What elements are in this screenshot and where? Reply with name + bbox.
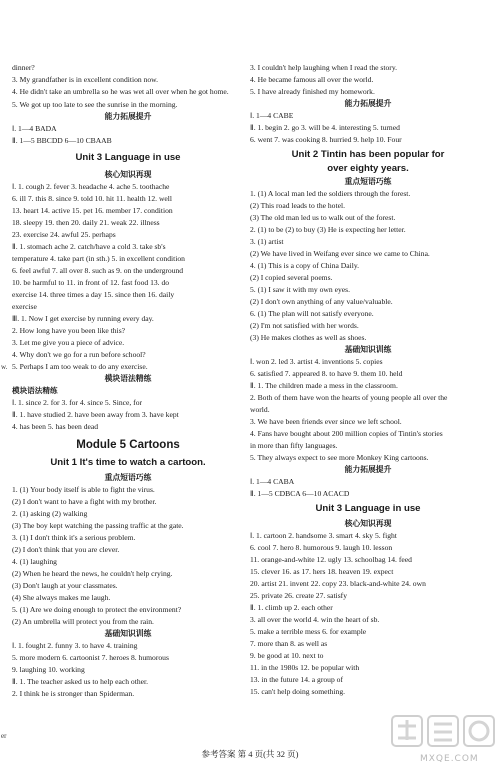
- answer-line: exercise: [12, 302, 37, 311]
- answer-line: (2) We have lived in Weifang ever since we came to China.: [250, 249, 430, 258]
- answer-line: (2) This road leads to the hotel.: [250, 201, 345, 210]
- margin-fragment-w: w.: [1, 363, 8, 371]
- section-heading: 重点短语巧练: [104, 473, 152, 482]
- answer-line: 15. clever 16. as 17. hers 18. heaven 19. expect: [250, 567, 394, 576]
- answer-line: 5. more modern 6. cartoonist 7. heroes 8. humorous: [12, 653, 169, 662]
- answer-line: in more than fifty languages.: [250, 441, 338, 450]
- answer-line: (2) I copied several poems.: [250, 273, 333, 282]
- answer-line: (3) The old man led us to walk out of the forest.: [250, 213, 396, 222]
- answer-line: 5. (1) Are we doing enough to protect the environment?: [12, 605, 182, 614]
- answer-line: Ⅰ. 1. cartoon 2. handsome 3. smart 4. sky 5. fight: [250, 531, 397, 540]
- answer-line: 5. We got up too late to see the sunrise in the morning.: [12, 100, 178, 109]
- answer-line: (3) Don't laugh at your classmates.: [12, 581, 118, 590]
- answer-line: Ⅱ. 1—5 BBCDD 6—10 CBAAB: [12, 136, 112, 145]
- answer-line: 6. ill 7. this 8. since 9. told 10. hit 11. health 12. well: [12, 194, 173, 203]
- answer-line: Ⅰ. 1. since 2. for 3. for 4. since 5. Since, for: [12, 398, 143, 407]
- answer-line: 1. (1) A local man led the soldiers through the forest.: [250, 189, 411, 198]
- answer-line: 9. be good at 10. next to: [250, 651, 324, 660]
- answer-line: Ⅱ. 1. begin 2. go 3. will be 4. interesting 5. turned: [250, 123, 400, 132]
- answer-line: (2) I don't want to have a fight with my brother.: [12, 497, 157, 506]
- answer-line: 2. (1) asking (2) walking: [12, 509, 88, 518]
- answer-line: 4. He became famous all over the world.: [250, 75, 374, 84]
- unit-title: Unit 3 Language in use: [75, 152, 181, 163]
- answer-line: 3. all over the world 4. win the heart of sb.: [250, 615, 380, 624]
- answer-line: Ⅱ. 1. The teacher asked us to help each other.: [12, 677, 149, 686]
- answer-line: 5. I have already finished my homework.: [250, 87, 375, 96]
- answer-line: Ⅱ. 1. have studied 2. have been away from 3. have kept: [12, 410, 179, 419]
- answer-line: world.: [250, 405, 270, 414]
- unit-title: Unit 2 Tintin has been popular for: [291, 149, 445, 160]
- page-footer: 参考答案 第 4 页(共 32 页): [201, 749, 299, 759]
- answer-line: Ⅲ. 1. Now I get exercise by running every day.: [12, 314, 154, 323]
- answer-line: 2. Both of them have won the hearts of young people all over the: [250, 393, 448, 402]
- answer-line: 7. more than 8. as well as: [250, 639, 328, 648]
- unit-title: Unit 1 It's time to watch a cartoon.: [50, 457, 206, 468]
- answer-line: 3. (1) I don't think it's a serious problem.: [12, 533, 136, 542]
- answer-line: (2) An umbrella will protect you from the rain.: [12, 617, 154, 626]
- answer-line: Ⅰ. 1. cough 2. fever 3. headache 4. ache 5. toothache: [12, 182, 170, 191]
- answer-line: 13. heart 14. active 15. pet 16. member 17. condition: [12, 206, 173, 215]
- answer-line: Ⅱ. 1—5 CDBCA 6—10 ACACD: [250, 489, 350, 498]
- answer-line: 6. went 7. was cooking 8. hurried 9. help 10. Four: [250, 135, 402, 144]
- answer-line: exercise 14. three times a day 15. since then 16. daily: [12, 290, 175, 299]
- answer-line: (3) He makes clothes as well as shoes.: [250, 333, 367, 342]
- answer-line: 3. My grandfather is in excellent condition now.: [12, 75, 159, 84]
- answer-line: 5. Perhaps I am too weak to do any exercise.: [12, 362, 148, 371]
- answer-line: 3. We have been friends ever since we left school.: [250, 417, 402, 426]
- answer-line: 6. feel awful 7. all over 8. such as 9. on the underground: [12, 266, 184, 275]
- answer-line: 11. in the 1980s 12. be popular with: [250, 663, 360, 672]
- answer-line: Ⅱ. 1. climb up 2. each other: [250, 603, 333, 612]
- answer-line: Ⅰ. won 2. led 3. artist 4. inventions 5. copies: [250, 357, 383, 366]
- answer-line: (3) The boy kept watching the passing traffic at the gate.: [12, 521, 184, 530]
- answer-line: 6. cool 7. hero 8. humorous 9. laugh 10. lesson: [250, 543, 393, 552]
- answer-line: 2. How long have you been like this?: [12, 326, 126, 335]
- answer-line: 4. Fans have bought about 200 million copies of Tintin's stories: [250, 429, 443, 438]
- answer-line: 23. exercise 24. awful 25. perhaps: [12, 230, 116, 239]
- section-heading: 核心知识再现: [104, 170, 152, 179]
- answer-line: 1. (1) Your body itself is able to fight the virus.: [12, 485, 155, 494]
- answer-line: Ⅱ. 1. The children made a mess in the classroom.: [250, 381, 398, 390]
- answer-line: Ⅰ. 1—4 CABA: [250, 477, 295, 486]
- answer-line: 6. satisfied 7. appeared 8. to have 9. them 10. held: [250, 369, 403, 378]
- answer-line: 3. I couldn't help laughing when I read the story.: [250, 63, 398, 72]
- answer-line: 4. has been 5. has been dead: [12, 422, 99, 431]
- answer-line: 3. Let me give you a piece of advice.: [12, 338, 125, 347]
- section-heading: 核心知识再现: [344, 519, 392, 528]
- section-heading: 基础知识训练: [104, 629, 152, 638]
- answer-line: 9. laughing 10. working: [12, 665, 85, 674]
- answer-line: 10. be harmful to 11. in front of 12. fast food 13. do: [12, 278, 170, 287]
- answer-line: 2. (1) to be (2) to buy (3) He is expecting her letter.: [250, 225, 406, 234]
- section-heading: 重点短语巧练: [344, 177, 392, 186]
- answer-line: 5. (1) I saw it with my own eyes.: [250, 285, 350, 294]
- answer-line: (4) She always makes me laugh.: [12, 593, 111, 602]
- section-heading: 能力拓展提升: [344, 99, 392, 108]
- answer-line: 6. (1) The plan will not satisfy everyone.: [250, 309, 374, 318]
- unit-title: over eighty years.: [327, 163, 409, 174]
- section-heading: 能力拓展提升: [104, 112, 152, 121]
- margin-fragment-er: er: [1, 732, 7, 740]
- answer-line: Ⅰ. 1—4 BADA: [12, 124, 57, 133]
- section-heading: 模块语法精练: [104, 374, 152, 383]
- answer-line: 5. make a terrible mess 6. for example: [250, 627, 367, 636]
- unit-title: Unit 3 Language in use: [315, 503, 421, 514]
- section-heading: 基础知识训练: [344, 345, 392, 354]
- answer-line: 20. artist 21. invent 22. copy 23. black-and-white 24. own: [250, 579, 426, 588]
- answer-line: 4. (1) This is a copy of China Daily.: [250, 261, 360, 270]
- answer-line: dinner?: [12, 63, 35, 72]
- answer-line: 4. (1) laughing: [12, 557, 57, 566]
- answer-line: 13. in the future 14. a group of: [250, 675, 344, 684]
- answer-line: 18. sleepy 19. then 20. daily 21. weak 22. illness: [12, 218, 160, 227]
- answer-line: 15. can't help doing something.: [250, 687, 346, 696]
- answer-line: 2. I think he is stronger than Spiderman.: [12, 689, 135, 698]
- watermark-url: MXQE.COM: [420, 754, 479, 764]
- answer-line: temperature 4. take part (in sth.) 5. in excellent condition: [12, 254, 185, 263]
- answer-line: 4. He didn't take an umbrella so he was wet all over when he got home.: [12, 87, 229, 96]
- answer-line: 4. Why don't we go for a run before school?: [12, 350, 146, 359]
- answer-line: (2) I don't think that you are clever.: [12, 545, 120, 554]
- answer-line: Ⅰ. 1. fought 2. funny 3. to have 4. training: [12, 641, 138, 650]
- answer-line: Ⅰ. 1—4 CABE: [250, 111, 294, 120]
- answer-line: (2) I don't own anything of any value/valuable.: [250, 297, 393, 306]
- answer-line: 25. private 26. create 27. satisfy: [250, 591, 347, 600]
- answer-line: (2) When he heard the news, he couldn't help crying.: [12, 569, 173, 578]
- answer-line: Ⅱ. 1. stomach ache 2. catch/have a cold 3. take sb's: [12, 242, 166, 251]
- section-heading: 能力拓展提升: [344, 465, 392, 474]
- answer-line: (2) I'm not satisfied with her words.: [250, 321, 359, 330]
- answer-line: 模块语法精练: [12, 386, 58, 395]
- answer-line: 3. (1) artist: [250, 237, 284, 246]
- answer-line: 11. orange-and-white 12. ugly 13. schoolbag 14. feed: [250, 555, 412, 564]
- module-title: Module 5 Cartoons: [76, 439, 180, 451]
- answer-line: 5. They always expect to see more Monkey King cartoons.: [250, 453, 429, 462]
